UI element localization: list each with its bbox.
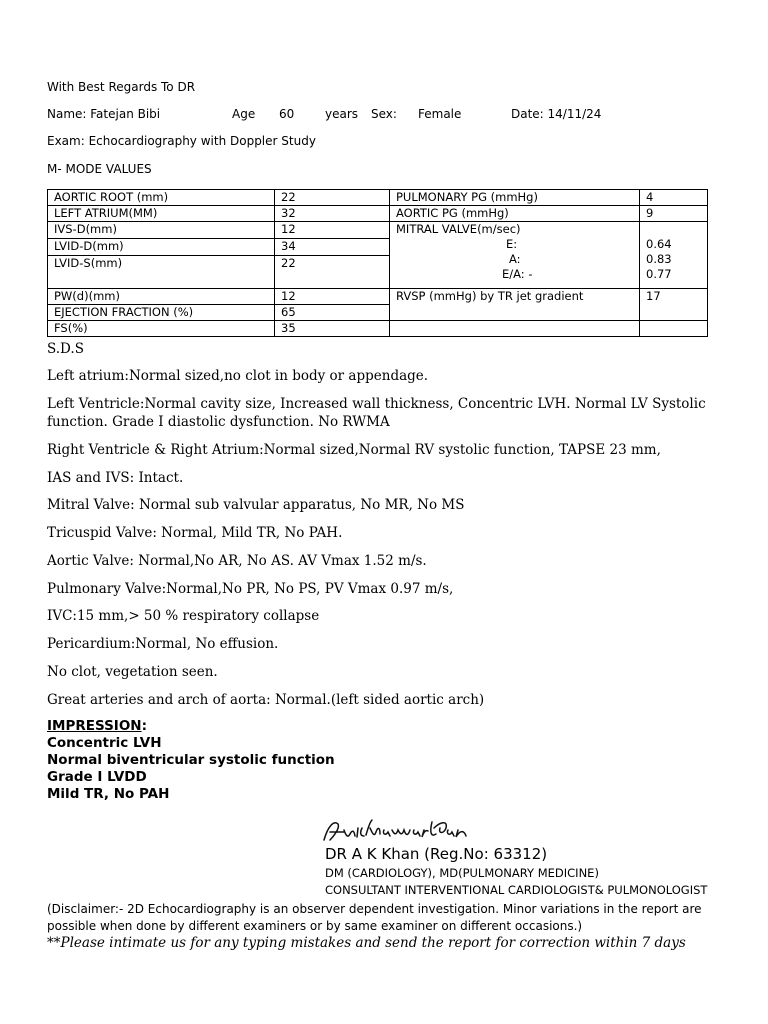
table-row: [48, 190, 708, 206]
table-cell: 65: [275, 305, 390, 321]
table-cell: [640, 321, 708, 337]
mmode-table: [47, 189, 708, 337]
mitral-e-value: 0.64: [646, 237, 672, 251]
impression-block: [47, 718, 335, 803]
impression-line: Mild TR, No PAH: [47, 786, 170, 802]
patient-name: Name: Fatejan Bibi: [47, 107, 161, 121]
table-cell: EJECTION FRACTION (%): [48, 305, 275, 321]
age-value: 60: [279, 107, 295, 121]
report-date: Date: 14/11/24: [511, 107, 602, 121]
table-cell: 35: [275, 321, 390, 337]
table-cell: RVSP (mmHg) by TR jet gradient: [390, 289, 640, 321]
mitral-values-cell: [640, 222, 708, 289]
mmode-title: M- MODE VALUES: [47, 162, 152, 176]
sex-label: Sex:: [371, 107, 397, 121]
impression-heading: IMPRESSION:: [47, 718, 148, 734]
table-cell: [390, 321, 640, 337]
table-cell: 17: [640, 289, 708, 321]
finding-aortic-valve: Aortic Valve: Normal,No AR, No AS. AV Vmax 1.52 m/s.: [47, 553, 427, 569]
table-cell: 32: [275, 206, 390, 222]
impression-line: Grade I LVDD: [47, 769, 147, 785]
table-row: [48, 321, 708, 337]
impression-line: Concentric LVH: [47, 735, 162, 751]
sds-heading: S.D.S: [47, 341, 84, 357]
table-cell: LVID-D(mm): [48, 238, 275, 255]
sex-value: Female: [418, 107, 462, 121]
finding-ivc: IVC:15 mm,> 50 % respiratory collapse: [47, 608, 320, 624]
finding-pulmonary-valve: Pulmonary Valve:Normal,No PR, No PS, PV Vmax 0.97 m/s,: [47, 581, 454, 597]
table-cell: 22: [275, 190, 390, 206]
table-cell: PULMONARY PG (mmHg): [390, 190, 640, 206]
table-cell: 12: [275, 222, 390, 239]
finding-mitral-valve: Mitral Valve: Normal sub valvular apparatus, No MR, No MS: [47, 497, 465, 513]
doctor-name: DR A K Khan (Reg.No: 63312): [325, 845, 548, 863]
table-cell: 34: [275, 238, 390, 255]
age-unit: years: [325, 107, 359, 121]
doctor-degrees: DM (CARDIOLOGY), MD(PULMONARY MEDICINE): [325, 866, 599, 880]
signature-image: [320, 818, 490, 846]
table-row: [48, 206, 708, 222]
table-cell: AORTIC PG (mmHg): [390, 206, 640, 222]
table-cell: 12: [275, 289, 390, 305]
regards-line: With Best Regards To DR: [47, 80, 196, 94]
mitral-valve-cell: [390, 222, 640, 289]
mitral-valve-label: MITRAL VALVE(m/sec): [396, 222, 521, 236]
mitral-a-value: 0.83: [646, 252, 672, 266]
doctor-title: CONSULTANT INTERVENTIONAL CARDIOLOGIST& PULMONOLOGIST: [325, 883, 708, 897]
finding-pericardium: Pericardium:Normal, No effusion.: [47, 636, 279, 652]
table-cell: PW(d)(mm): [48, 289, 275, 305]
impression-line: Normal biventricular systolic function: [47, 752, 335, 768]
table-cell: 9: [640, 206, 708, 222]
mitral-ea-label: E/A: -: [502, 267, 533, 281]
finding-left-ventricle: Left Ventricle:Normal cavity size, Increased wall thickness, Concentric LVH. Normal LV Systolic function. Grade I diastolic dysfunction. No RWMA: [47, 396, 706, 430]
finding-left-atrium: Left atrium:Normal sized,no clot in body or appendage.: [47, 368, 429, 384]
table-row: [48, 222, 708, 239]
table-cell: AORTIC ROOT (mm): [48, 190, 275, 206]
finding-right-heart: Right Ventricle & Right Atrium:Normal sized,Normal RV systolic function, TAPSE 23 mm,: [47, 442, 661, 458]
table-cell: 4: [640, 190, 708, 206]
mitral-a-label: A:: [509, 252, 521, 266]
table-row: [48, 289, 708, 305]
finding-great-arteries: Great arteries and arch of aorta: Normal.(left sided aortic arch): [47, 692, 485, 708]
table-cell: IVS-D(mm): [48, 222, 275, 239]
finding-tricuspid-valve: Tricuspid Valve: Normal, Mild TR, No PAH.: [47, 525, 343, 541]
correction-note: **Please intimate us for any typing mistakes and send the report for correction within 7 days: [47, 935, 686, 951]
table-cell: LEFT ATRIUM(MM): [48, 206, 275, 222]
age-label: Age: [232, 107, 256, 121]
table-cell: 22: [275, 255, 390, 289]
finding-clot: No clot, vegetation seen.: [47, 664, 218, 680]
disclaimer-text: (Disclaimer:- 2D Echocardiography is an observer dependent investigation. Minor variations in the report are possible when done by different examiners or by same examiner on different occasions.): [47, 902, 702, 933]
mitral-e-label: E:: [506, 237, 518, 251]
table-cell: LVID-S(mm): [48, 255, 275, 289]
mitral-ea-value: 0.77: [646, 267, 672, 281]
finding-septum: IAS and IVS: Intact.: [47, 470, 184, 486]
exam-line: Exam: Echocardiography with Doppler Study: [47, 134, 316, 148]
table-cell: FS(%): [48, 321, 275, 337]
